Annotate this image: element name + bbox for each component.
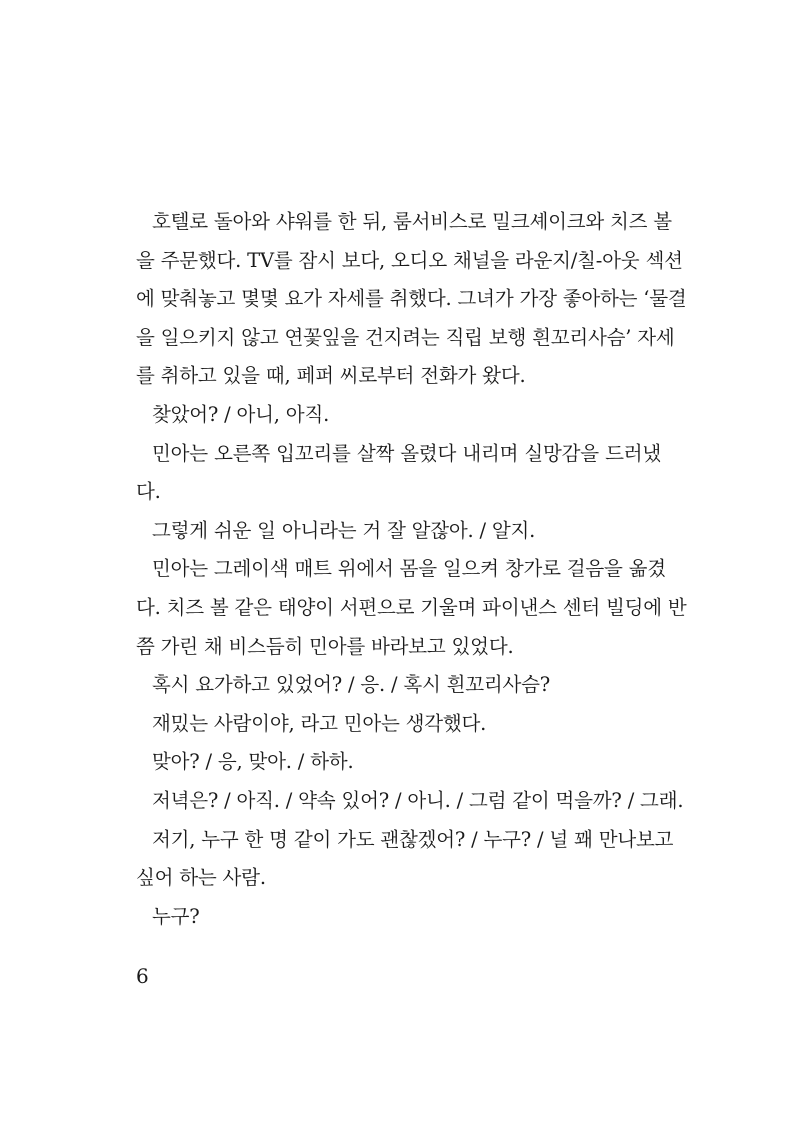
body-text xyxy=(136,203,687,936)
text-line: 저녁은? / 아직. / 약속 있어? / 아니. / 그럼 같이 먹을까? / 그래. xyxy=(152,788,684,812)
text-line: 에 맞춰놓고 몇몇 요가 자세를 취했다. 그녀가 가장 좋아하는 ‘물결 xyxy=(136,287,687,311)
text-line: 누구? xyxy=(152,904,200,928)
text-line: 저기, 누구 한 명 같이 가도 괜찮겠어? / 누구? / 널 꽤 만나보고 xyxy=(152,827,674,851)
text-line: 민아는 그레이색 매트 위에서 몸을 일으켜 창가로 걸음을 옮겼 xyxy=(152,557,666,581)
text-line: 찾았어? / 아니, 아직. xyxy=(152,402,330,426)
text-line: 을 일으키지 않고 연꽃잎을 건지려는 직립 보행 흰꼬리사슴’ 자세 xyxy=(136,325,675,349)
text-line: 을 주문했다. TV를 잠시 보다, 오디오 채널을 라운지/칠-아웃 섹션 xyxy=(136,248,683,272)
text-line: 그렇게 쉬운 일 아니라는 거 잘 알잖아. / 알지. xyxy=(152,518,536,542)
text-line: 혹시 요가하고 있었어? / 응. / 혹시 흰꼬리사슴? xyxy=(152,673,551,697)
text-line: 싶어 하는 사람. xyxy=(136,866,266,890)
text-line: 호텔로 돌아와 샤워를 한 뒤, 룸서비스로 밀크셰이크와 치즈 볼 xyxy=(152,210,672,233)
page-number: 6 xyxy=(136,964,149,988)
text-line: 재밌는 사람이야, 라고 민아는 생각했다. xyxy=(152,711,487,735)
text-line: 다. xyxy=(136,480,161,504)
text-line: 쯤 가린 채 비스듬히 민아를 바라보고 있었다. xyxy=(136,634,514,658)
text-line: 민아는 오른쪽 입꼬리를 살짝 올렸다 내리며 실망감을 드러냈 xyxy=(152,441,661,465)
text-line: 맞아? / 응, 맞아. / 하하. xyxy=(152,750,354,774)
text-line: 다. 치즈 볼 같은 태양이 서편으로 기울며 파이낸스 센터 빌딩에 반 xyxy=(136,595,687,619)
text-line: 를 취하고 있을 때, 페퍼 씨로부터 전화가 왔다. xyxy=(136,364,526,388)
